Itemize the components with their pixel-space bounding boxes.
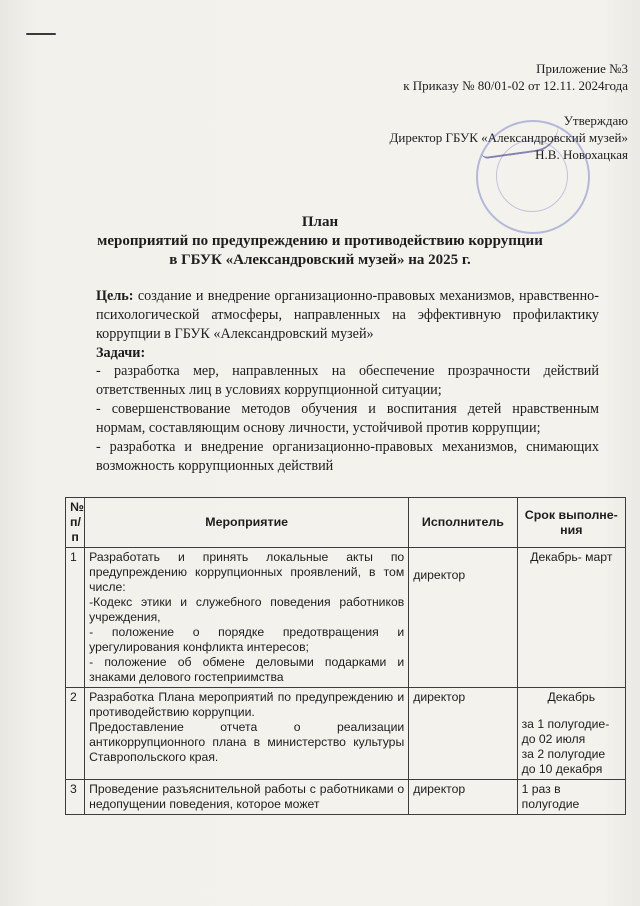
doc-subtitle: мероприятий по предупреждению и противодействию коррупции — [97, 233, 543, 249]
header-event: Мероприятие — [85, 498, 409, 548]
row-event — [85, 780, 409, 815]
executor-text: директор — [413, 568, 466, 582]
row-executor — [409, 548, 517, 688]
row-executor: директор — [409, 688, 517, 780]
table-row — [66, 688, 626, 780]
row-event — [85, 688, 409, 780]
event-line: -Кодекс этики и служебного поведения работников учреждения, — [89, 595, 405, 624]
task-item: - совершенствование методов обучения и воспитания детей нравственным нормам, составляющим основу личности, устойчивой против коррупции; — [96, 401, 599, 436]
event-line: - положение об обмене деловыми подарками и знаками делового гостеприимства — [89, 655, 405, 684]
row-event — [85, 548, 409, 688]
table-header-row — [66, 498, 626, 548]
doc-title: План — [301, 214, 339, 230]
goal-label: Цель: — [96, 288, 134, 304]
event-line: Проведение разъяснительной работы с работниками о недопущении поведения, которое может — [89, 782, 405, 811]
event-line: Разработать и принять локальные акты по предупреждению коррупционных проявлений, в том числе: — [89, 550, 405, 594]
tasks-heading: Задачи: — [96, 345, 146, 361]
event-line: Разработка Плана мероприятий по предупреждению и противодействию коррупции. — [89, 690, 405, 719]
goal-text: создание и внедрение организационно-правовых механизмов, нравственно-психологической атмосферы, направленных на эффективную профилактику коррупции в ГБУК «Александровский музей» — [96, 288, 599, 342]
row-num: 3 — [66, 780, 85, 815]
table-row — [66, 548, 626, 688]
director-title: Директор ГБУК «Александровский музей» — [389, 130, 628, 145]
plan-table — [65, 497, 626, 815]
header-term: Срок выполне-ния — [517, 498, 625, 548]
term-line: Декабрь- март — [530, 550, 613, 564]
scan-mark — [26, 33, 56, 35]
row-executor: директор — [409, 780, 517, 815]
row-num: 2 — [66, 688, 85, 780]
director-name: Н.В. Новохацкая — [535, 147, 628, 162]
task-item: - разработка мер, направленных на обеспечение прозрачности действий ответственных лиц в условиях коррупционной ситуации; — [96, 363, 599, 398]
header-num: № п/п — [66, 498, 85, 548]
term-line: за 2 полугодие до 10 декабря — [521, 747, 606, 776]
event-line: - положение о порядке предотвращения и урегулирования конфликта интересов; — [89, 625, 405, 654]
event-line: Предоставление отчета о реализации антикоррупционного плана в министерство культуры Ставропольского края. — [89, 720, 405, 764]
header-executor: Исполнитель — [409, 498, 517, 548]
term-line: 1 раз в полугодие — [521, 782, 580, 811]
doc-subtitle-org: в ГБУК «Александровский музей» на 2025 г. — [169, 252, 471, 268]
order-reference: к Приказу № 80/01-02 от 12.11. 2024года — [403, 78, 628, 93]
term-line: Декабрь — [547, 690, 596, 704]
row-term — [517, 688, 625, 780]
term-line: за 1 полугодие- до 02 июля — [521, 717, 610, 746]
row-num: 1 — [66, 548, 85, 688]
task-item: - разработка и внедрение организационно-правовых механизмов, снимающих возможность коррупционных действий — [96, 439, 599, 474]
appendix-label: Приложение №3 — [536, 61, 628, 76]
row-term — [517, 548, 625, 688]
table-row — [66, 780, 626, 815]
row-term — [517, 780, 625, 815]
goal-paragraph — [96, 287, 599, 344]
approve-label: Утверждаю — [563, 113, 628, 128]
